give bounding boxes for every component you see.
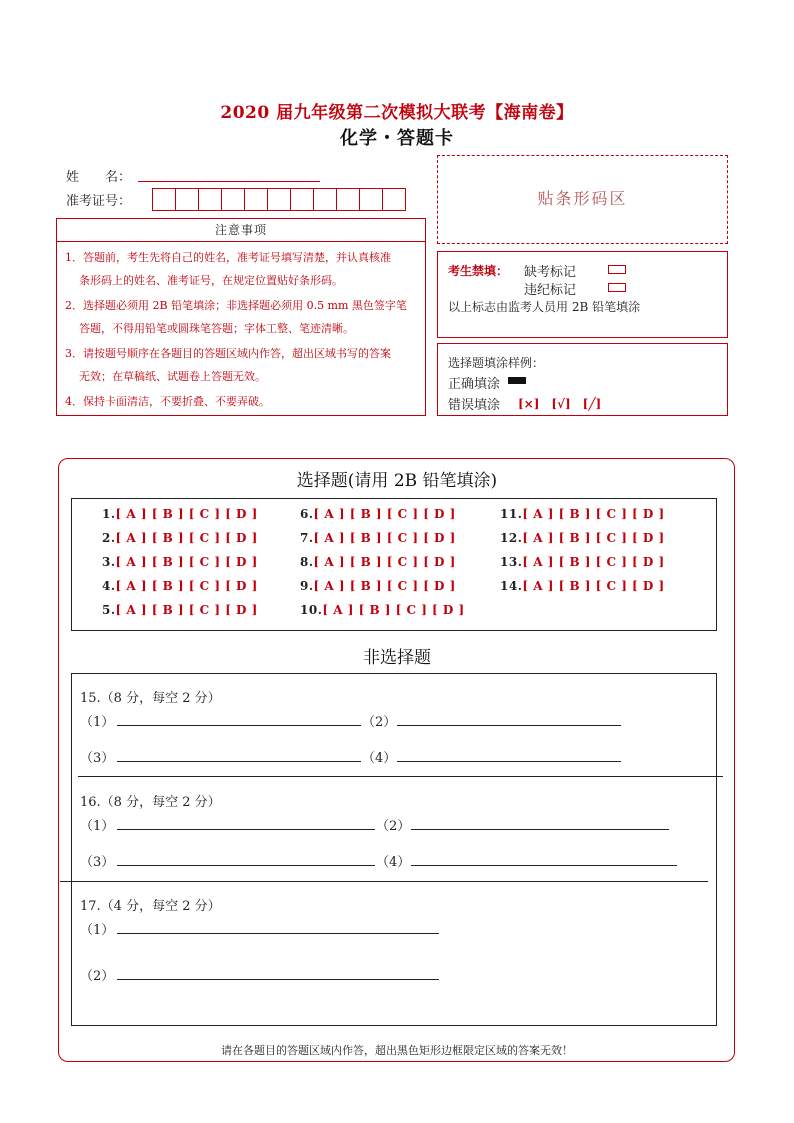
choice-question — [300, 579, 456, 593]
choice-options[interactable]: [ A ] [ B ] [ C ] [ D ] — [313, 507, 456, 521]
notice-item-1-line1: 1．答题前，考生先将自己的姓名，准考证号填写清楚，并认真核准 — [65, 251, 391, 264]
q16-blank-2[interactable] — [411, 828, 669, 830]
q15-blank-2[interactable] — [397, 724, 621, 726]
choice-question-number: 11. — [500, 507, 523, 521]
q15-blank-3[interactable] — [117, 760, 361, 762]
choice-options[interactable]: [ A ] [ B ] [ C ] [ D ] — [115, 531, 258, 545]
choice-question — [102, 579, 258, 593]
q16-blank-4-label: （4） — [376, 855, 411, 870]
notice-box — [56, 241, 426, 416]
absent-mark-box[interactable] — [608, 265, 626, 274]
choice-question — [102, 555, 258, 569]
notice-item-3-line2: 无效；在草稿纸、试题卷上答题无效。 — [79, 370, 266, 383]
notice-item-1 — [65, 246, 419, 292]
notice-heading: 注意事项 — [56, 218, 426, 242]
violation-mark-box[interactable] — [608, 283, 626, 292]
choice-question-number: 10. — [300, 603, 323, 617]
absent-mark-label: 缺考标记 — [524, 265, 577, 280]
choice-question — [500, 531, 665, 545]
proctor-note: 以上标志由监考人员用 2B 铅笔填涂 — [448, 300, 641, 314]
q16-blank-1-label: （1） — [80, 819, 115, 834]
choice-question-number: 7. — [300, 531, 314, 545]
choice-options[interactable]: [ A ] [ B ] [ C ] [ D ] — [313, 579, 456, 593]
exam-id-boxes[interactable] — [152, 188, 405, 211]
notice-item-2 — [65, 294, 419, 340]
wrong-fill-label: 错误填涂 — [448, 398, 501, 413]
choice-options[interactable]: [ A ] [ B ] [ C ] [ D ] — [522, 507, 665, 521]
exam-id-digit-box[interactable] — [336, 188, 360, 211]
choice-question — [102, 507, 258, 521]
choice-question-number: 14. — [500, 579, 523, 593]
exam-id-digit-box[interactable] — [198, 188, 222, 211]
choice-question — [300, 603, 465, 617]
q16-blank-3[interactable] — [117, 864, 375, 866]
q15-title: 15.（8 分，每空 2 分） — [80, 691, 221, 706]
notice-item-2-line1: 2．选择题必须用 2B 铅笔填涂；非选择题必须用 0.5 mm 黑色签字笔 — [65, 299, 407, 312]
proctor-only-box — [437, 251, 728, 338]
exam-title: 2020 届九年级第二次模拟大联考【海南卷】 — [220, 103, 574, 123]
exam-id-digit-box[interactable] — [290, 188, 314, 211]
exam-id-digit-box[interactable] — [267, 188, 291, 211]
choice-options[interactable]: [ A ] [ B ] [ C ] [ D ] — [313, 531, 456, 545]
q15-blank-3-label: （3） — [80, 751, 115, 766]
q16-blank-2-label: （2） — [376, 819, 411, 834]
q16-separator — [60, 880, 708, 882]
choice-options[interactable]: [ A ] [ B ] [ C ] [ D ] — [115, 603, 258, 617]
barcode-label: 贴条形码区 — [537, 189, 628, 208]
choice-options[interactable]: [ A ] [ B ] [ C ] [ D ] — [115, 555, 258, 569]
choice-question-number: 9. — [300, 579, 314, 593]
choice-question — [300, 507, 456, 521]
q17-blank-1-label: （1） — [80, 923, 115, 938]
choice-options[interactable]: [ A ] [ B ] [ C ] [ D ] — [522, 531, 665, 545]
q15-blank-4-label: （4） — [362, 751, 397, 766]
q15-blank-4[interactable] — [397, 760, 621, 762]
exam-id-digit-box[interactable] — [244, 188, 268, 211]
choice-question-number: 4. — [102, 579, 116, 593]
exam-id-digit-box[interactable] — [221, 188, 245, 211]
choice-question — [500, 555, 665, 569]
fill-sample-title: 选择题填涂样例： — [448, 356, 545, 370]
choice-question-number: 12. — [500, 531, 523, 545]
q17-blank-2-label: （2） — [80, 969, 115, 984]
choice-options[interactable]: [ A ] [ B ] [ C ] [ D ] — [115, 579, 258, 593]
fill-sample-box — [437, 343, 728, 416]
q15-blank-1[interactable] — [117, 724, 361, 726]
notice-item-3-line1: 3．请按题号顺序在各题目的答题区域内作答，超出区域书写的答案 — [65, 347, 391, 360]
exam-id-digit-box[interactable] — [313, 188, 337, 211]
choice-answer-box — [71, 498, 717, 631]
exam-id-label: 准考证号： — [66, 194, 132, 209]
notice-item-4-line1: 4．保持卡面清洁，不要折叠、不要弄破。 — [65, 395, 270, 408]
exam-id-digit-box[interactable] — [152, 188, 176, 211]
notice-item-3 — [65, 342, 419, 388]
q15-blank-1-label: （1） — [80, 715, 115, 730]
footer-warning: 请在各题目的答题区域内作答，超出黑色矩形边框限定区域的答案无效！ — [221, 1044, 573, 1057]
choice-options[interactable]: [ A ] [ B ] [ C ] [ D ] — [522, 579, 665, 593]
choice-question-number: 1. — [102, 507, 116, 521]
choice-question-number: 3. — [102, 555, 116, 569]
q17-blank-2[interactable] — [117, 978, 439, 980]
free-response-title: 非选择题 — [363, 648, 431, 668]
q15-blank-2-label: （2） — [362, 715, 397, 730]
choice-question — [300, 531, 456, 545]
q16-blank-3-label: （3） — [80, 855, 115, 870]
q16-title: 16.（8 分，每空 2 分） — [80, 795, 221, 810]
barcode-area — [437, 155, 728, 244]
name-input-line[interactable] — [138, 180, 320, 182]
choice-question-number: 2. — [102, 531, 116, 545]
choice-question-number: 5. — [102, 603, 116, 617]
choice-question — [300, 555, 456, 569]
choice-question — [102, 603, 258, 617]
proctor-only-title: 考生禁填： — [448, 264, 509, 278]
choice-options[interactable]: [ A ] [ B ] [ C ] [ D ] — [313, 555, 456, 569]
q16-blank-1[interactable] — [117, 828, 375, 830]
choice-question — [500, 507, 665, 521]
notice-item-4 — [65, 390, 419, 413]
correct-fill-mark — [508, 377, 526, 384]
choice-options[interactable]: [ A ] [ B ] [ C ] [ D ] — [522, 555, 665, 569]
q16-blank-4[interactable] — [411, 864, 677, 866]
choice-question-number: 13. — [500, 555, 523, 569]
notice-item-1-line2: 条形码上的姓名、准考证号，在规定位置贴好条形码。 — [79, 274, 343, 287]
choice-question — [500, 579, 665, 593]
name-label: 姓 名： — [66, 170, 132, 185]
q17-title: 17.（4 分，每空 2 分） — [80, 899, 221, 914]
choice-question — [102, 531, 258, 545]
q15-separator — [78, 775, 723, 777]
choice-options[interactable]: [ A ] [ B ] [ C ] [ D ] — [115, 507, 258, 521]
exam-id-digit-box[interactable] — [175, 188, 199, 211]
card-title: 化学・答题卡 — [340, 128, 454, 149]
choice-question-number: 6. — [300, 507, 314, 521]
choice-options[interactable]: [ A ] [ B ] [ C ] [ D ] — [322, 603, 465, 617]
exam-id-digit-box[interactable] — [359, 188, 383, 211]
violation-mark-label: 违纪标记 — [524, 283, 577, 298]
choice-question-number: 8. — [300, 555, 314, 569]
choice-section-title: 选择题(请用 2B 铅笔填涂) — [296, 471, 498, 491]
q17-blank-1[interactable] — [117, 932, 439, 934]
wrong-fill-marks: [×] [√] [╱] — [518, 397, 602, 411]
notice-item-2-line2: 答题，不得用铅笔或圆珠笔答题；字体工整、笔迹清晰。 — [79, 322, 354, 335]
correct-fill-label: 正确填涂 — [448, 377, 501, 392]
exam-id-digit-box[interactable] — [382, 188, 406, 211]
